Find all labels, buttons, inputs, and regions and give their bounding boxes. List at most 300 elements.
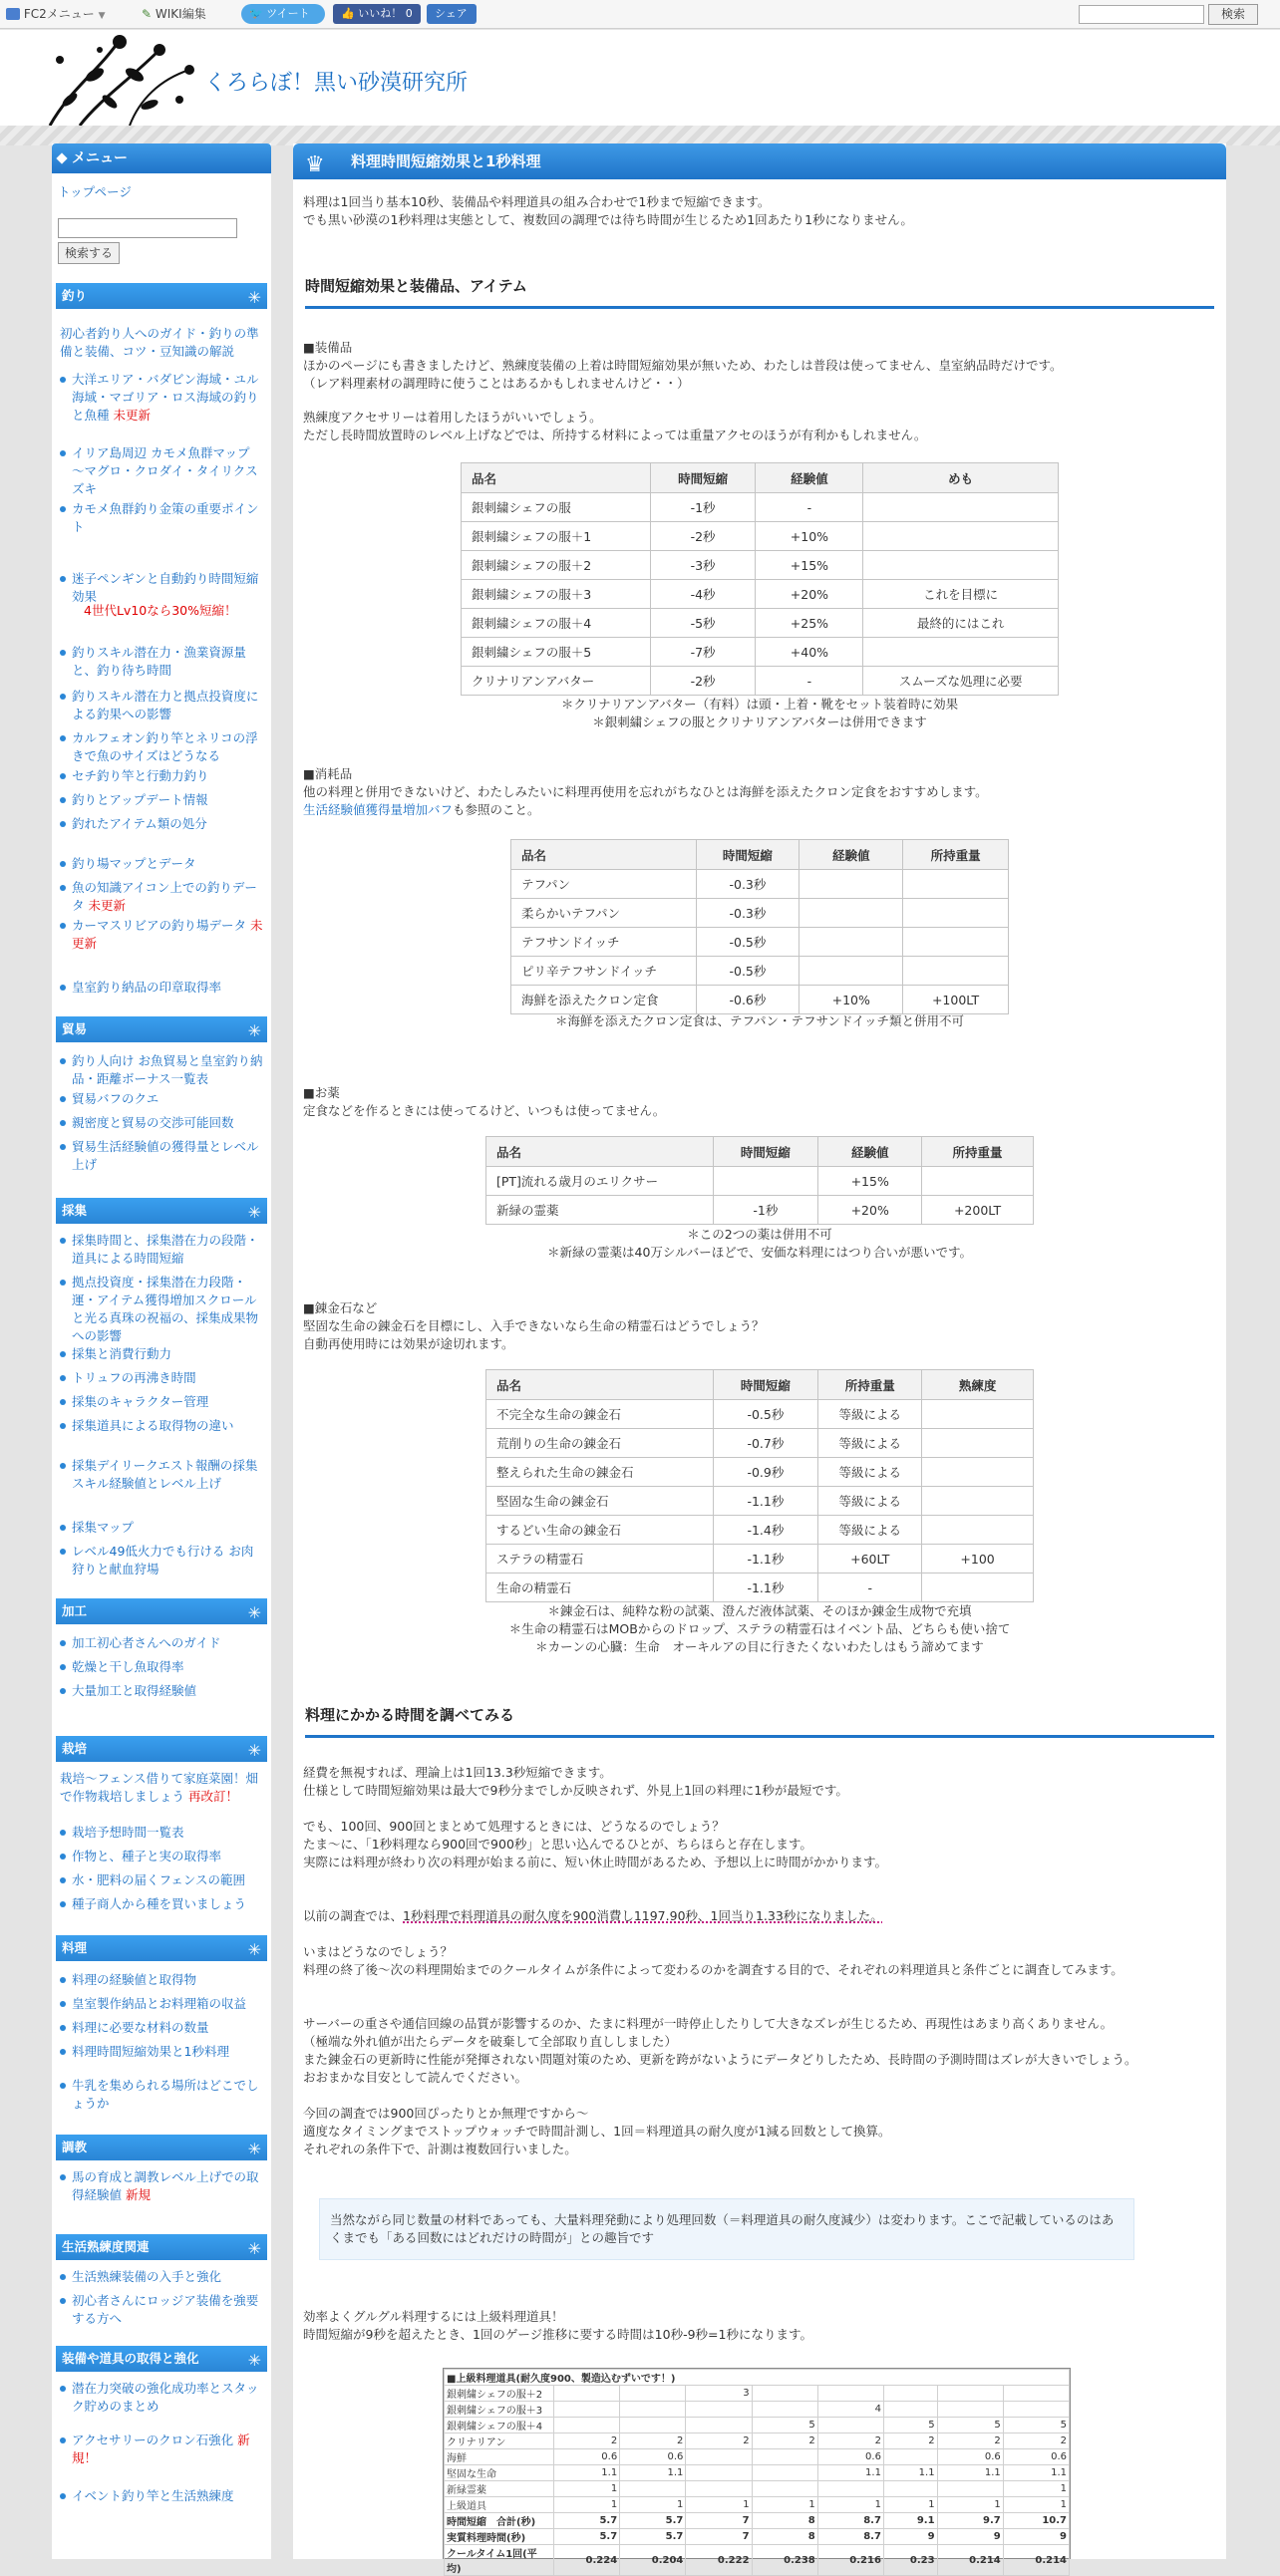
sidebar-item-link[interactable] — [60, 1871, 263, 1889]
sheet-cell: 0.224 — [554, 2545, 620, 2576]
pencil-icon: ✎ — [142, 7, 153, 21]
table-cell: テフサンドイッチ — [511, 928, 697, 957]
sheet-cell — [883, 2402, 937, 2418]
sidebar-item-link[interactable] — [60, 1519, 263, 1537]
table-header-row — [486, 1137, 1034, 1167]
consumable-line-1: 他の料理と併用できないけど、わたしみたいに料理再使用を忘れがちなひとは海鮮を添えたクロン定食をおすすめします。 — [303, 784, 988, 799]
table-cell — [922, 1400, 1034, 1429]
sidebar-item-link[interactable] — [60, 644, 263, 680]
sidebar — [52, 143, 271, 2559]
sheet-cell — [1003, 2402, 1069, 2418]
sheet-cell — [752, 2465, 817, 2481]
sheet-cell — [817, 2386, 883, 2402]
sidebar-menu-title: メニュー — [72, 150, 128, 166]
wiki-edit-label: WIKI編集 — [155, 7, 206, 21]
sheet-cell: 1 — [554, 2481, 620, 2497]
consumable-label: ■消耗品 — [303, 766, 353, 781]
site-title[interactable]: くろらぼ！黒い砂漠研究所 — [204, 71, 469, 96]
sidebar-item-label: 採集デイリークエスト報酬の採集スキル経験値とレベル上げ — [72, 1458, 258, 1491]
sheet-cell: 2 — [620, 2433, 686, 2449]
wiki-edit-link[interactable] — [142, 4, 206, 25]
article-title: 料理時間短縮効果と1秒料理 — [351, 152, 541, 170]
table-cell: +200LT — [922, 1196, 1034, 1225]
sidebar-item-label: 栽培予想時間一覧表 — [72, 1825, 184, 1840]
sidebar-item-link[interactable] — [60, 855, 263, 873]
table-cell: -1.1秒 — [713, 1487, 818, 1516]
sidebar-section-header — [56, 2234, 267, 2260]
table-cell — [922, 1574, 1034, 1602]
table-row — [462, 580, 1059, 609]
table-cell: 銀刺繍シェフの服＋4 — [462, 609, 651, 638]
sheet-row — [445, 2418, 1070, 2433]
consumable-line-2-rest: も参照のこと。 — [453, 802, 540, 817]
article-header — [293, 143, 1226, 179]
time-p2-3: 実際には料理が終わり次の料理が始まる前に、短い休止時間があるため、予想以上に時間がかかります。 — [303, 1855, 888, 1869]
table-cell — [922, 1167, 1034, 1196]
header-stripe — [0, 126, 1280, 145]
sheet-cell — [686, 2449, 752, 2465]
sheet-cell: 銀刺繍シェフの服＋2 — [445, 2386, 554, 2402]
table-cell: 生命の精霊石 — [486, 1574, 714, 1602]
share-button[interactable]: シェア — [427, 4, 477, 24]
sidebar-item-label: セチ釣り竿と行動力釣り — [72, 768, 209, 783]
table-cell: - — [756, 493, 863, 522]
table-cell: 堅固な生命の錬金石 — [486, 1487, 714, 1516]
table-cell: -2秒 — [650, 522, 756, 551]
sidebar-item-link[interactable] — [60, 1995, 263, 2013]
sidebar-item-link[interactable] — [60, 500, 263, 536]
sidebar-item-link[interactable] — [60, 2380, 263, 2416]
sidebar-menu-header — [52, 143, 271, 173]
sidebar-item-link[interactable] — [60, 767, 263, 785]
sheet-cell: 9.7 — [937, 2513, 1003, 2529]
table-cell: 最終的にはこれ — [863, 609, 1059, 638]
sheet-cell: 0.6 — [554, 2449, 620, 2465]
sheet-cell: クールタイム1回(平均) — [445, 2545, 554, 2576]
sheet-cell: 7 — [686, 2529, 752, 2545]
table-cell: -5秒 — [650, 609, 756, 638]
stone-line-2: 自動再使用時には効果が途切れます。 — [303, 1336, 514, 1351]
sidebar-item-tag: 未更新 — [72, 918, 263, 951]
table-row — [486, 1574, 1034, 1602]
sidebar-item-label: 貿易バフのクエ — [72, 1091, 160, 1106]
sidebar-top-page-link[interactable]: トップページ — [58, 184, 132, 199]
sheet-cell: 実質料理時間(秒) — [445, 2529, 554, 2545]
sidebar-search-button[interactable]: 検索する — [58, 242, 120, 264]
table-cell: クリナリアンアバター — [462, 667, 651, 696]
sidebar-item-label: 採集マップ — [72, 1520, 135, 1535]
sidebar-item-label: 馬の育成と調教レベル上げでの取得経験値 — [72, 2169, 259, 2202]
table-cell: -0.7秒 — [713, 1429, 818, 1458]
sheet-row — [445, 2449, 1070, 2465]
sidebar-item-link[interactable] — [60, 570, 263, 606]
table-cell — [800, 899, 903, 928]
section-heading-items: 時間短縮効果と装備品、アイテム — [305, 275, 1214, 309]
sidebar-item-link[interactable] — [60, 1369, 263, 1387]
floral-silhouette-icon — [40, 30, 219, 126]
sheet-cell: 2 — [937, 2433, 1003, 2449]
sheet-row — [445, 2481, 1070, 2497]
intro-line-1: 料理は1回当り基本10秒、装備品や料理道具の組み合わせで1秒まで短縮できます。 — [303, 194, 771, 209]
sidebar-item-link[interactable] — [60, 1138, 263, 1174]
potion-note-2: ＊新緑の霊薬は40万シルバーほどで、安価な料理にはつり合いが悪いです。 — [547, 1245, 972, 1260]
sidebar-item-tag: 未更新 — [88, 898, 127, 913]
table-header-cell: めも — [863, 463, 1059, 493]
sidebar-item-link[interactable] — [60, 1658, 263, 1676]
sheet-cell: 銀刺繍シェフの服＋3 — [445, 2402, 554, 2418]
equip-note-2: ＊銀刺繍シェフの服とクリナリアンアバターは併用できます — [592, 715, 927, 729]
top-search-input[interactable] — [1079, 5, 1204, 24]
sheet-cell — [686, 2481, 752, 2497]
sidebar-item-link[interactable] — [60, 917, 263, 953]
sidebar-item-link[interactable] — [60, 2432, 263, 2467]
sheet-cell — [686, 2465, 752, 2481]
sidebar-item-label: 潜在力突破の強化成功率とスタック貯めのまとめ — [72, 2381, 259, 2414]
sidebar-item-link[interactable] — [60, 1417, 263, 1435]
sidebar-item-link[interactable] — [60, 1345, 263, 1363]
sidebar-item-label: 初心者釣り人へのガイド・釣りの準備と装備、コツ・豆知識の解説 — [60, 326, 259, 359]
table-cell: - — [818, 1574, 922, 1602]
sidebar-section-header — [56, 1598, 267, 1624]
stone-line-1: 堅固な生命の錬金石を目標にし、入手できないなら生命の精霊石はどうでしょう？ — [303, 1318, 765, 1333]
sidebar-item-link[interactable] — [60, 2043, 263, 2061]
time-p3 — [303, 1907, 1210, 1925]
sidebar-item-label: 釣り人向け お魚貿易と皇室釣り納品・距離ボーナス一覧表 — [72, 1053, 263, 1086]
sheet-cell: 5.7 — [554, 2529, 620, 2545]
sheet-cell: 1.1 — [1003, 2465, 1069, 2481]
sidebar-item-label: アクセサリーのクロン石強化 — [72, 2433, 234, 2447]
table-row — [511, 957, 1009, 986]
intro-line-2: でも黒い砂漠の1秒料理は実態として、複数回の調理では待ち時間が生じるため1回あたり1秒になりません。 — [303, 212, 913, 227]
sheet-cell: 0.216 — [817, 2545, 883, 2576]
sidebar-item-label: 大洋エリア・バダビン海域・ユル海域・マゴリア・ロス海域の釣りと魚種 — [72, 372, 259, 423]
sidebar-item-label: 栽培～フェンス借りて家庭菜園！畑で作物栽培しましょう — [60, 1771, 259, 1804]
time-p2-2: たま～に、「1秒料理なら900回で900秒」と思い込んでるひとが、ちらほらと存在します。 — [303, 1837, 812, 1852]
sheet-cell — [883, 2449, 937, 2465]
sidebar-item-label: 採集と消費行動力 — [72, 1346, 172, 1361]
sidebar-item-tag: 未更新 — [113, 408, 152, 423]
sparkle-icon: ✳ — [247, 2239, 261, 2258]
table-cell — [903, 957, 1009, 986]
sidebar-section-header — [56, 1935, 267, 1961]
fc2-menu[interactable] — [6, 4, 106, 25]
sidebar-item-label: 採集道具による取得物の違い — [72, 1418, 234, 1433]
sidebar-item-link[interactable] — [60, 791, 263, 809]
table-cell: -0.5秒 — [696, 957, 800, 986]
sidebar-item-link[interactable] — [60, 2292, 263, 2328]
sheet-cell: 1 — [554, 2497, 620, 2513]
sheet-cell: 0.6 — [620, 2449, 686, 2465]
sidebar-item-link[interactable] — [60, 688, 263, 723]
sheet-cell: 0.214 — [937, 2545, 1003, 2576]
table-cell: 等級による — [818, 1429, 922, 1458]
sidebar-item-link[interactable] — [60, 879, 263, 915]
sheet-cell: 5.7 — [554, 2513, 620, 2529]
table-cell: 等級による — [818, 1487, 922, 1516]
table-cell — [863, 522, 1059, 551]
sheet-title-row — [445, 2370, 1070, 2386]
consumable-line-2 — [303, 801, 1210, 819]
sheet-cell: 1.1 — [620, 2465, 686, 2481]
table-header-cell: 品名 — [462, 463, 651, 493]
sheet-row — [445, 2529, 1070, 2545]
time-p4-2: 料理の終了後～次の料理開始までのクールタイムが条件によって変わるのかを調査する目的で、それぞれの料理道具と条件ごとに調査してみます。 — [303, 1962, 1123, 1977]
sidebar-item-label: 生活熟練装備の入手と強化 — [72, 2269, 222, 2284]
sidebar-item-label: イリア島周辺 カモメ魚群マップ ～マグロ・クロダイ・タイリクスズキ — [72, 445, 258, 496]
sidebar-item-label: 乾燥と干し魚取得率 — [72, 1659, 184, 1674]
sidebar-section-header — [56, 1198, 267, 1224]
table-row — [511, 870, 1009, 899]
table-cell: -0.5秒 — [696, 928, 800, 957]
sidebar-item-link[interactable] — [60, 1848, 263, 1865]
sidebar-search-input[interactable] — [58, 218, 237, 238]
table-cell: +15% — [756, 551, 863, 580]
sidebar-item-label: 初心者さんにロッジア装備を強要する方へ — [72, 2293, 259, 2326]
sidebar-item-label: 水・肥料の届くフェンスの範囲 — [72, 1872, 246, 1887]
table-cell: +25% — [756, 609, 863, 638]
sheet-cell: 0.222 — [686, 2545, 752, 2576]
sidebar-item-label: 釣りスキル潜在力と拠点投資度による釣果への影響 — [72, 689, 259, 721]
sidebar-item-link[interactable] — [60, 2268, 263, 2286]
sheet-cell: 1 — [817, 2497, 883, 2513]
sidebar-item-label: カルフェオン釣り竿とネリコの浮きで魚のサイズはどうなる — [72, 730, 258, 763]
sheet-cell: 0.23 — [883, 2545, 937, 2576]
table-row — [486, 1400, 1034, 1429]
sheet-cell — [752, 2402, 817, 2418]
sidebar-item-tag: 再改訂！ — [188, 1789, 239, 1804]
sidebar-section-title: 装備や道具の取得と強化 — [62, 2351, 199, 2366]
sidebar-item-link[interactable] — [60, 371, 263, 425]
sheet-cell — [883, 2481, 937, 2497]
table-row — [462, 522, 1059, 551]
sheet-cell: 2 — [883, 2433, 937, 2449]
sidebar-section-title: 生活熟練度関連 — [62, 2239, 150, 2254]
sidebar-item-link[interactable] — [60, 2487, 263, 2505]
sidebar-item-label: カーマスリビアの釣り場データ — [72, 918, 247, 933]
equip-line-2: （レア料理素材の調理時に使うことはあるかもしれませんけど・・） — [303, 376, 690, 391]
sidebar-item-label: 加工初心者さんへのガイド — [72, 1635, 221, 1650]
sidebar-item-link[interactable] — [60, 1634, 263, 1652]
table-cell: 柔らかいテフパン — [511, 899, 697, 928]
sheet-cell — [752, 2386, 817, 2402]
table-cell: するどい生命の錬金石 — [486, 1516, 714, 1545]
table-cell: -0.3秒 — [696, 899, 800, 928]
sidebar-item-link[interactable] — [60, 1895, 263, 1913]
stone-note-3: ＊カーンの心臓：生命 オーキルアの目に行きたくないわたしはもう諦めてます — [535, 1639, 984, 1654]
sheet-row — [445, 2465, 1070, 2481]
table-cell: -4秒 — [650, 580, 756, 609]
sheet-cell: 0.238 — [752, 2545, 817, 2576]
table-header-cell: 品名 — [486, 1137, 714, 1167]
sidebar-item-link[interactable] — [60, 1232, 263, 1268]
time-p4-1: いまはどうなのでしょう？ — [303, 1944, 454, 1959]
table-cell — [922, 1458, 1034, 1487]
sidebar-item-label: 拠点投資度・採集潜在力段階・運・アイテム獲得増加スクロールと光る真珠の祝福の、採集成果物への影響 — [72, 1275, 259, 1343]
sheet-cell: 1 — [1003, 2497, 1069, 2513]
tweet-label: ツイート — [266, 7, 310, 20]
sidebar-item-link[interactable] — [60, 1824, 263, 1842]
table-cell: +10% — [800, 986, 903, 1014]
sidebar-item-link[interactable] — [60, 815, 263, 833]
table-cell: +20% — [818, 1196, 922, 1225]
table-row — [511, 899, 1009, 928]
sidebar-item-link[interactable] — [60, 1274, 263, 1345]
sparkle-icon: ✳ — [247, 1021, 261, 1040]
table-cell: 整えられた生命の錬金石 — [486, 1458, 714, 1487]
like-button[interactable] — [333, 4, 421, 24]
sheet-cell: 2 — [752, 2433, 817, 2449]
sidebar-item-label: 4世代Lv10なら30%短縮！ — [84, 603, 237, 618]
sidebar-item-link[interactable] — [60, 1090, 263, 1108]
sheet-cell: 5 — [937, 2418, 1003, 2433]
sheet-cell: 1 — [620, 2497, 686, 2513]
time-p5-1: サーバーの重さや通信回線の品質が影響するのか、たまに料理が一時停止したりして大きなズレが生じるため、再現性はあまり高くありません。 — [303, 2016, 1114, 2031]
sidebar-item-label: 採集時間と、採集潜在力の段階・道具による時間短縮 — [72, 1233, 259, 1266]
table-row — [462, 667, 1059, 696]
sidebar-item-label: 皇室釣り納品の印章取得率 — [72, 980, 222, 995]
sheet-cell: 1 — [883, 2497, 937, 2513]
sidebar-item-link[interactable] — [60, 979, 263, 997]
sidebar-section-header — [56, 1736, 267, 1762]
table-cell: +40% — [756, 638, 863, 667]
table-cell — [922, 1516, 1034, 1545]
table-cell — [800, 957, 903, 986]
sheet-cell: 5 — [1003, 2418, 1069, 2433]
sidebar-section-header — [56, 1016, 267, 1042]
sheet-cell: 0.6 — [937, 2449, 1003, 2465]
sidebar-item-link[interactable] — [60, 325, 263, 361]
sheet-cell — [1003, 2386, 1069, 2402]
sheet-cell — [937, 2481, 1003, 2497]
sheet-cell: 9 — [937, 2529, 1003, 2545]
sheet-cell: 海鮮 — [445, 2449, 554, 2465]
table-header-cell: 経験値 — [818, 1137, 922, 1167]
table-cell — [713, 1167, 818, 1196]
sidebar-item-label: 釣り場マップとデータ — [72, 856, 196, 871]
table-row — [486, 1516, 1034, 1545]
table-row — [462, 493, 1059, 522]
sidebar-item-label: 料理に必要な材料の数量 — [72, 2020, 209, 2035]
table-row — [462, 551, 1059, 580]
sidebar-item-link[interactable] — [60, 2019, 263, 2037]
table-cell: 等級による — [818, 1400, 922, 1429]
sidebar-item-label: 貿易生活経験値の獲得量とレベル上げ — [72, 1139, 259, 1172]
sheet-row — [445, 2497, 1070, 2513]
stone-table — [485, 1369, 1034, 1602]
sheet-cell: 10.7 — [1003, 2513, 1069, 2529]
sheet-row — [445, 2545, 1070, 2576]
potion-label: ■お薬 — [303, 1085, 340, 1100]
time-p1-1: 経費を無視すれば、理論上は1回13.3秒短縮できます。 — [303, 1765, 612, 1780]
table-row — [486, 1429, 1034, 1458]
table-cell: -1秒 — [650, 493, 756, 522]
sidebar-section-title: 貿易 — [62, 1021, 88, 1036]
sheet-cell: 5.7 — [620, 2529, 686, 2545]
sheet-cell — [937, 2402, 1003, 2418]
sheet-cell — [554, 2386, 620, 2402]
potion-table — [485, 1136, 1034, 1225]
table-cell — [800, 928, 903, 957]
crown-icon: ♛ — [305, 152, 325, 177]
sidebar-item-link[interactable] — [60, 1543, 263, 1578]
sheet-cell: 9 — [1003, 2529, 1069, 2545]
sidebar-item-link[interactable] — [60, 2077, 263, 2113]
sheet-cell — [554, 2402, 620, 2418]
tweet-button[interactable] — [241, 4, 325, 24]
top-search-button[interactable]: 検索 — [1208, 4, 1258, 25]
section-heading-time: 料理にかかる時間を調べてみる — [305, 1704, 1214, 1738]
table-cell: -0.5秒 — [713, 1400, 818, 1429]
table-cell: 銀刺繍シェフの服＋3 — [462, 580, 651, 609]
life-exp-buff-link[interactable]: 生活経験値獲得量増加バフ — [303, 802, 454, 817]
table-cell — [903, 870, 1009, 899]
equip-line-1: ほかのページにも書きましたけど、熟練度装備の上着は時間短縮効果が無いため、わたしは普段は使ってません、皇室納品時だけです。 — [303, 358, 1063, 373]
table-cell — [903, 928, 1009, 957]
sidebar-item-link[interactable] — [60, 2168, 263, 2204]
sidebar-item-label: 迷子ペンギンと自動釣り時間短縮効果 — [72, 571, 259, 604]
sidebar-item-link[interactable] — [60, 729, 263, 765]
sidebar-item-link[interactable] — [60, 1393, 263, 1411]
sidebar-item-link[interactable] — [60, 1770, 263, 1806]
sidebar-item-label: 料理の経験値と取得物 — [72, 1972, 197, 1987]
table-header-cell: 時間短縮 — [713, 1137, 818, 1167]
sheet-cell: 1 — [752, 2497, 817, 2513]
sheet-cell — [937, 2386, 1003, 2402]
twitter-bird-icon: 🐦 — [249, 7, 263, 20]
sheet-cell: 8.7 — [817, 2513, 883, 2529]
table-cell: スムーズな処理に必要 — [863, 667, 1059, 696]
sheet-cell: 2 — [817, 2433, 883, 2449]
sidebar-item-tag: 新規 — [126, 2187, 152, 2202]
sidebar-item-link[interactable] — [60, 444, 263, 498]
stone-note-2: ＊生命の精霊石はMOBからのドロップ、ステラの精霊石はイベント品、どちらも使い捨て — [508, 1621, 1011, 1636]
sidebar-item-label: 親密度と貿易の交渉可能回数 — [72, 1115, 234, 1130]
table-header-cell: 時間短縮 — [713, 1370, 818, 1400]
sidebar-item-link[interactable] — [60, 1457, 263, 1493]
sheet-cell: 上級道具 — [445, 2497, 554, 2513]
site-header — [0, 30, 1280, 126]
sheet-cell: 8 — [752, 2513, 817, 2529]
sidebar-item-link[interactable] — [60, 1971, 263, 1989]
sheet-row — [445, 2513, 1070, 2529]
sidebar-item-link[interactable] — [60, 1114, 263, 1132]
table-cell: +10% — [756, 522, 863, 551]
time-p6-1: 今回の調査では900回ぴったりとか無理ですから～ — [303, 2106, 589, 2121]
sparkle-icon: ✳ — [247, 1603, 261, 1622]
equip-label: ■装備品 — [303, 340, 353, 355]
time-p7-1: 効率よくグルグル料理するには上級料理道具！ — [303, 2309, 564, 2324]
sheet-cell: 1.1 — [817, 2465, 883, 2481]
sidebar-item-link[interactable] — [60, 1052, 263, 1088]
sparkle-icon: ✳ — [247, 1203, 261, 1222]
sidebar-section-title: 加工 — [62, 1603, 88, 1618]
sheet-cell — [752, 2481, 817, 2497]
time-p5-4: おおまかな目安として読んでください。 — [303, 2070, 528, 2085]
sheet-cell: 1 — [686, 2497, 752, 2513]
spreadsheet-table — [444, 2369, 1070, 2576]
sheet-cell: 新緑霊薬 — [445, 2481, 554, 2497]
sheet-row — [445, 2402, 1070, 2418]
table-cell — [800, 870, 903, 899]
sheet-cell: 8 — [752, 2529, 817, 2545]
time-p2-1: でも、100回、900回とまとめて処理するときには、どうなるのでしょう？ — [303, 1819, 725, 1834]
sheet-cell: 0.214 — [1003, 2545, 1069, 2576]
table-cell: -7秒 — [650, 638, 756, 667]
table-cell: 海鮮を添えたクロン定食 — [511, 986, 697, 1014]
sidebar-item-link[interactable] — [60, 1682, 263, 1700]
sheet-cell — [620, 2481, 686, 2497]
time-p3-highlight: 1秒料理で料理道具の耐久度を900消費し1197.90秒、1回当り1.33秒になりました。 — [403, 1908, 883, 1923]
